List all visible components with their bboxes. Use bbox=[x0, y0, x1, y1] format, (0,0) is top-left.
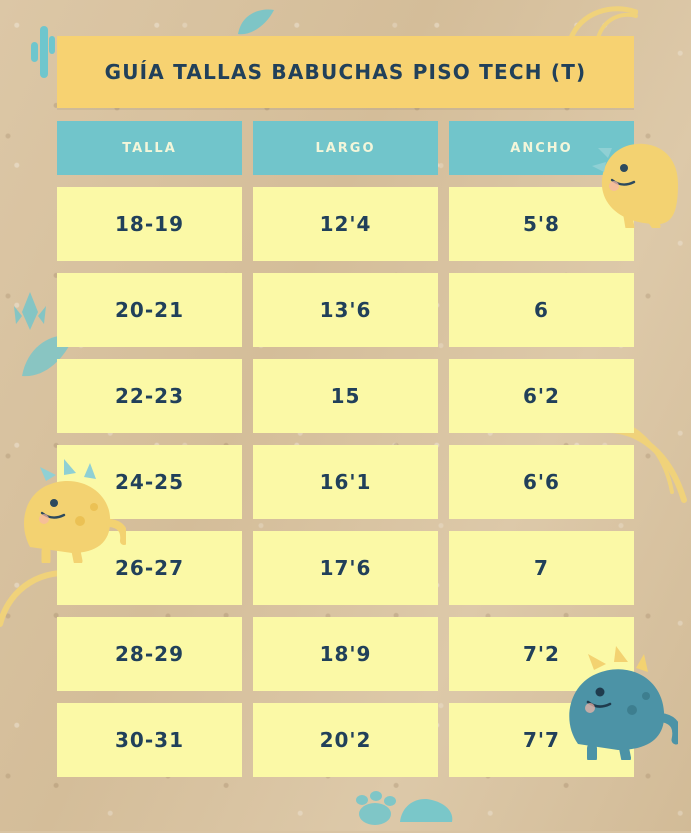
column-header-talla: TALLA bbox=[57, 121, 242, 175]
page-title: GUÍA TALLAS BABUCHAS PISO TECH (T) bbox=[104, 60, 587, 84]
cell-ancho: 6 bbox=[449, 273, 634, 347]
cell-talla: 20-21 bbox=[57, 273, 242, 347]
table-header-row bbox=[57, 121, 634, 175]
table-row bbox=[57, 359, 634, 433]
cell-talla: 28-29 bbox=[57, 617, 242, 691]
cell-talla: 26-27 bbox=[57, 531, 242, 605]
cell-talla: 18-19 bbox=[57, 187, 242, 261]
cell-largo: 13'6 bbox=[253, 273, 438, 347]
cell-largo: 17'6 bbox=[253, 531, 438, 605]
table-row bbox=[57, 703, 634, 777]
cell-talla: 30-31 bbox=[57, 703, 242, 777]
column-header-ancho: ANCHO bbox=[449, 121, 634, 175]
cell-ancho: 7'7 bbox=[449, 703, 634, 777]
table-row bbox=[57, 531, 634, 605]
table-row bbox=[57, 273, 634, 347]
table-row bbox=[57, 187, 634, 261]
cell-ancho: 7'2 bbox=[449, 617, 634, 691]
cell-largo: 15 bbox=[253, 359, 438, 433]
cell-ancho: 7 bbox=[449, 531, 634, 605]
cell-talla: 24-25 bbox=[57, 445, 242, 519]
cell-largo: 18'9 bbox=[253, 617, 438, 691]
cell-largo: 20'2 bbox=[253, 703, 438, 777]
table-row bbox=[57, 617, 634, 691]
cell-largo: 16'1 bbox=[253, 445, 438, 519]
cell-ancho: 6'2 bbox=[449, 359, 634, 433]
cell-ancho: 6'6 bbox=[449, 445, 634, 519]
size-guide-sheet bbox=[57, 36, 634, 777]
title-banner bbox=[57, 36, 634, 108]
column-header-largo: LARGO bbox=[253, 121, 438, 175]
cell-ancho: 5'8 bbox=[449, 187, 634, 261]
cell-largo: 12'4 bbox=[253, 187, 438, 261]
cell-talla: 22-23 bbox=[57, 359, 242, 433]
table-row bbox=[57, 445, 634, 519]
